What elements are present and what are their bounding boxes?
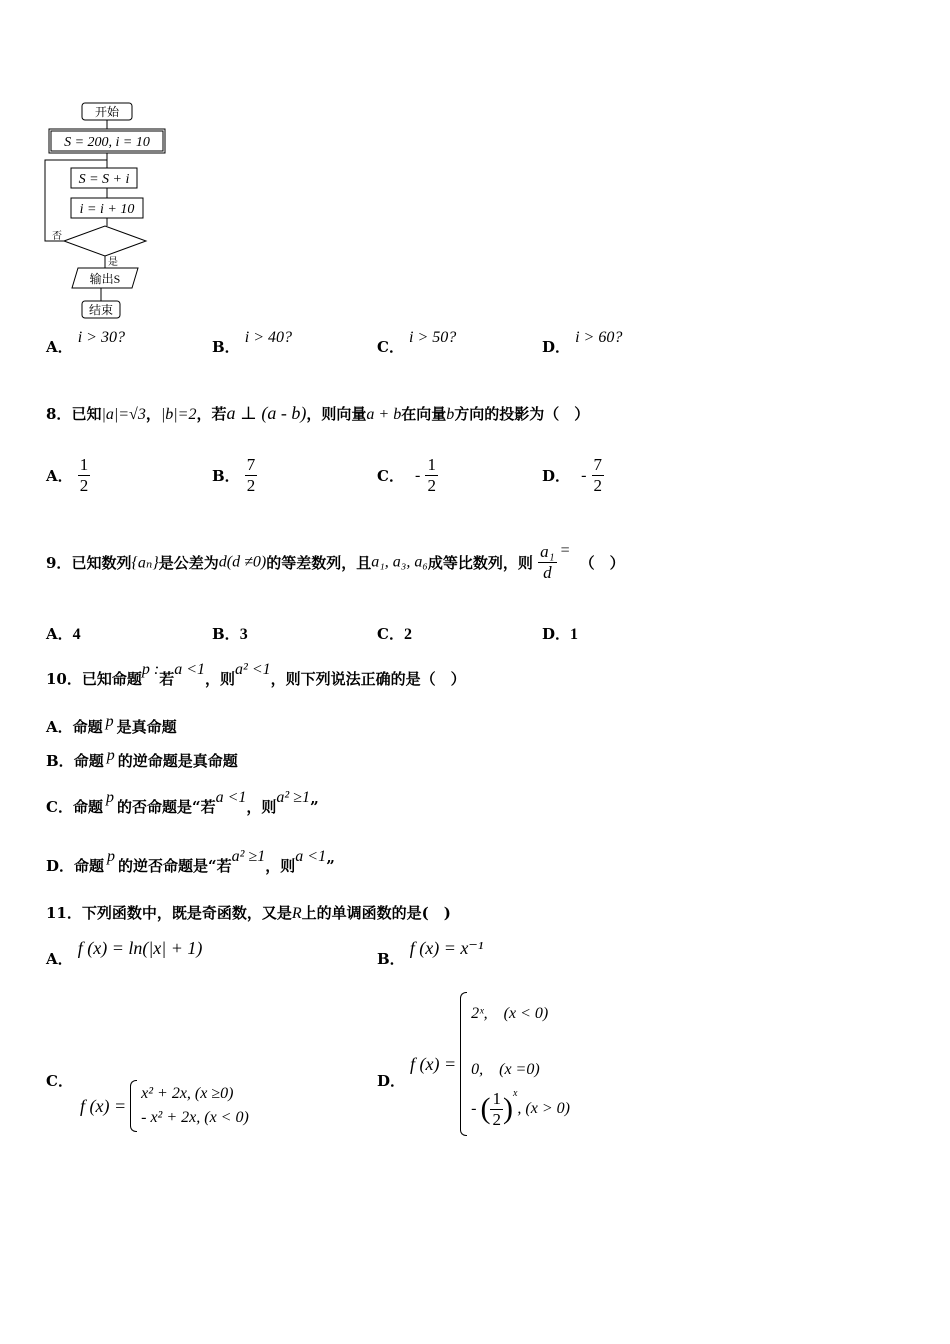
piecewise-row: 2ˣ, (x < 0) bbox=[471, 1004, 549, 1022]
fraction-denominator: 2 bbox=[246, 476, 256, 495]
question-text: 已知命题 bbox=[81, 670, 142, 688]
option-label: D． bbox=[46, 857, 75, 875]
math-expr: |a|=√3 bbox=[101, 406, 146, 423]
math-expr: a² <1 bbox=[235, 661, 271, 678]
math-expr: p : bbox=[141, 661, 160, 678]
option-text: 命题 bbox=[74, 857, 105, 875]
flowchart-no-label: 否 bbox=[52, 231, 62, 242]
fraction-denominator: d bbox=[543, 563, 552, 582]
math-expr: a <1 bbox=[295, 848, 327, 865]
q11-option-d-label[interactable]: D． bbox=[377, 1072, 406, 1090]
piecewise-row bbox=[471, 1089, 570, 1130]
q8-option-b[interactable] bbox=[212, 455, 257, 496]
option-text: i > 40? bbox=[244, 329, 293, 346]
question-text: 方向的投影为（ ） bbox=[454, 405, 590, 423]
math-expr: f (x) = bbox=[80, 1095, 127, 1116]
question-9 bbox=[46, 542, 625, 583]
math-expr: a <1 bbox=[174, 661, 206, 678]
question-8 bbox=[46, 403, 589, 424]
option-text: 命题 bbox=[72, 798, 103, 816]
q7-option-b[interactable] bbox=[212, 329, 293, 357]
fraction-numerator: 7 bbox=[246, 455, 256, 474]
option-text: 的否命题是“若 bbox=[116, 798, 216, 816]
option-text: ，则 bbox=[265, 857, 296, 875]
left-brace bbox=[130, 1080, 137, 1132]
question-text: ，则向量 bbox=[306, 405, 367, 423]
option-sign: - bbox=[415, 466, 421, 484]
math-expr: p bbox=[106, 747, 115, 764]
fraction-denominator: 2 bbox=[79, 476, 89, 495]
q11-option-c[interactable] bbox=[80, 1080, 249, 1132]
equals-sign: = bbox=[560, 542, 570, 559]
fraction-numerator: 1 bbox=[79, 455, 89, 474]
q9-option-c[interactable] bbox=[377, 623, 412, 644]
right-paren: ) bbox=[502, 1092, 513, 1125]
option-text: ” bbox=[310, 798, 319, 816]
q8-option-c[interactable] bbox=[377, 455, 438, 496]
q9-option-a[interactable] bbox=[46, 623, 81, 644]
math-expr: {aₙ} bbox=[131, 554, 159, 572]
math-expr: f (x) = bbox=[410, 1053, 457, 1074]
fraction-numerator: 7 bbox=[593, 455, 603, 474]
fraction-denominator: 2 bbox=[593, 476, 603, 495]
math-expr: a² ≥1 bbox=[231, 848, 266, 865]
piecewise-row: x² + 2x, (x ≥0) bbox=[141, 1085, 234, 1102]
question-number: 10． bbox=[46, 670, 82, 688]
fraction-numerator: 1 bbox=[427, 455, 436, 474]
math-expr: a + b bbox=[366, 406, 402, 423]
option-label: B． bbox=[212, 467, 240, 485]
q10-option-c[interactable] bbox=[46, 789, 319, 817]
question-text: 成等比数列，则 bbox=[427, 554, 533, 572]
half-fraction bbox=[490, 1089, 503, 1130]
q7-option-a[interactable] bbox=[46, 329, 125, 357]
q7-option-c[interactable] bbox=[377, 329, 457, 357]
option-sign: - bbox=[581, 466, 587, 484]
question-text: （ ） bbox=[579, 554, 625, 572]
math-expr: a ⊥ (a - b) bbox=[226, 403, 307, 423]
option-text: 命题 bbox=[72, 718, 103, 736]
minus-sign: - bbox=[471, 1100, 477, 1117]
math-expr: f (x) = ln(|x| + 1) bbox=[77, 938, 203, 958]
fraction-numerator: 1 bbox=[492, 1088, 501, 1108]
question-text: 在向量 bbox=[401, 405, 447, 423]
option-text: 2 bbox=[403, 626, 412, 643]
piecewise-rows bbox=[141, 1082, 249, 1130]
q11-option-a[interactable] bbox=[46, 938, 203, 968]
question-11 bbox=[46, 902, 451, 923]
option-label: B． bbox=[212, 338, 240, 356]
option-text: i > 60? bbox=[575, 329, 623, 346]
question-number: 8． bbox=[46, 405, 72, 423]
math-expr: a <1 bbox=[215, 789, 247, 806]
option-text: ” bbox=[326, 857, 335, 875]
fraction-denominator: 2 bbox=[492, 1109, 501, 1129]
question-text: ，则下列说法正确的是（ ） bbox=[270, 670, 466, 688]
piecewise-rows bbox=[471, 999, 570, 1130]
option-text: 3 bbox=[239, 626, 248, 643]
flowchart-yes-label: 是 bbox=[108, 257, 118, 268]
piecewise-condition: , (x > 0) bbox=[517, 1100, 570, 1117]
question-text: ，则 bbox=[205, 670, 236, 688]
option-label: C． bbox=[377, 625, 404, 643]
flowchart-decision bbox=[64, 226, 146, 256]
option-label: A． bbox=[46, 718, 73, 736]
option-label: B． bbox=[46, 752, 74, 770]
option-text: 4 bbox=[72, 626, 81, 643]
q10-option-a[interactable] bbox=[46, 713, 177, 737]
option-text: 是真命题 bbox=[116, 718, 177, 736]
q9-option-d[interactable] bbox=[542, 623, 578, 644]
option-fraction bbox=[78, 455, 91, 496]
question-text: 若 bbox=[159, 670, 175, 688]
option-text: i > 30? bbox=[77, 329, 125, 346]
option-text: i > 50? bbox=[409, 329, 457, 346]
math-expr: a₁, a₃, a₆ bbox=[371, 553, 428, 571]
question-text: ，若 bbox=[196, 405, 227, 423]
question-text: ， bbox=[145, 405, 161, 423]
option-label: A． bbox=[46, 467, 73, 485]
option-label: D． bbox=[542, 625, 571, 643]
q8-option-a[interactable] bbox=[46, 455, 90, 496]
option-fraction bbox=[245, 455, 258, 496]
option-label: D． bbox=[542, 338, 571, 356]
flowchart-end: 结束 bbox=[88, 303, 114, 317]
option-text: 命题 bbox=[73, 752, 104, 770]
option-label: C． bbox=[377, 467, 404, 485]
question-number: 9． bbox=[46, 554, 72, 572]
piecewise-row: - x² + 2x, (x < 0) bbox=[141, 1109, 249, 1126]
q7-option-d[interactable] bbox=[542, 329, 623, 357]
option-text: ，则 bbox=[246, 798, 277, 816]
option-text: 的逆否命题是“若 bbox=[118, 857, 232, 875]
question-number: 11． bbox=[46, 904, 82, 922]
question-10 bbox=[46, 661, 466, 689]
math-expr: R bbox=[291, 905, 302, 922]
question-text: 是公差为 bbox=[158, 554, 219, 572]
flowchart-start: 开始 bbox=[94, 105, 120, 119]
math-expr: p bbox=[105, 713, 114, 730]
fraction-numerator: a₁ bbox=[540, 542, 555, 561]
q8-option-d[interactable] bbox=[542, 455, 604, 496]
option-label: C． bbox=[377, 338, 404, 356]
fraction-a1-over-d bbox=[538, 542, 556, 583]
piecewise-row: 0, (x =0) bbox=[471, 1060, 540, 1078]
option-label: A． bbox=[46, 950, 73, 968]
math-expr: d(d ≠0) bbox=[218, 553, 267, 571]
option-label: B． bbox=[377, 950, 405, 968]
left-brace bbox=[460, 992, 467, 1136]
fraction-denominator: 2 bbox=[427, 476, 436, 495]
q11-option-b[interactable] bbox=[377, 938, 484, 968]
option-text: 1 bbox=[570, 626, 579, 643]
option-label: A． bbox=[46, 338, 73, 356]
option-text: 的逆命题是真命题 bbox=[117, 752, 238, 770]
flowchart bbox=[40, 98, 180, 328]
flowchart-step2: i = i + 10 bbox=[79, 202, 135, 217]
question-text: 上的单调函数的是( ) bbox=[301, 904, 451, 922]
math-expr: f (x) = x⁻¹ bbox=[409, 938, 484, 958]
flowchart-init: S = 200, i = 10 bbox=[64, 135, 150, 150]
math-expr: a² ≥1 bbox=[276, 789, 310, 806]
option-label: B． bbox=[212, 625, 240, 643]
q10-option-d[interactable] bbox=[46, 848, 335, 876]
flowchart-step1: S = S + i bbox=[78, 172, 130, 187]
q9-option-b[interactable] bbox=[212, 623, 248, 644]
math-expr: p bbox=[105, 789, 114, 806]
math-expr: |b|=2 bbox=[160, 406, 197, 423]
option-fraction bbox=[425, 455, 438, 496]
left-paren: ( bbox=[480, 1092, 491, 1125]
q11-option-c-label[interactable]: C． bbox=[46, 1072, 73, 1090]
question-text: 下列函数中，既是奇函数，又是 bbox=[81, 904, 292, 922]
option-label: D． bbox=[542, 467, 571, 485]
q11-option-d[interactable] bbox=[410, 992, 570, 1136]
option-label: C． bbox=[46, 798, 73, 816]
exponent: x bbox=[512, 1087, 518, 1099]
option-fraction bbox=[592, 455, 605, 496]
question-text: 的等差数列，且 bbox=[266, 554, 372, 572]
q10-option-b[interactable] bbox=[46, 747, 238, 771]
question-text: 已知数列 bbox=[71, 554, 132, 572]
question-text: 已知 bbox=[71, 405, 102, 423]
math-expr: b bbox=[446, 406, 455, 423]
math-expr: p bbox=[107, 848, 116, 865]
option-label: A． bbox=[46, 625, 73, 643]
flowchart-output: 输出S bbox=[89, 272, 121, 286]
